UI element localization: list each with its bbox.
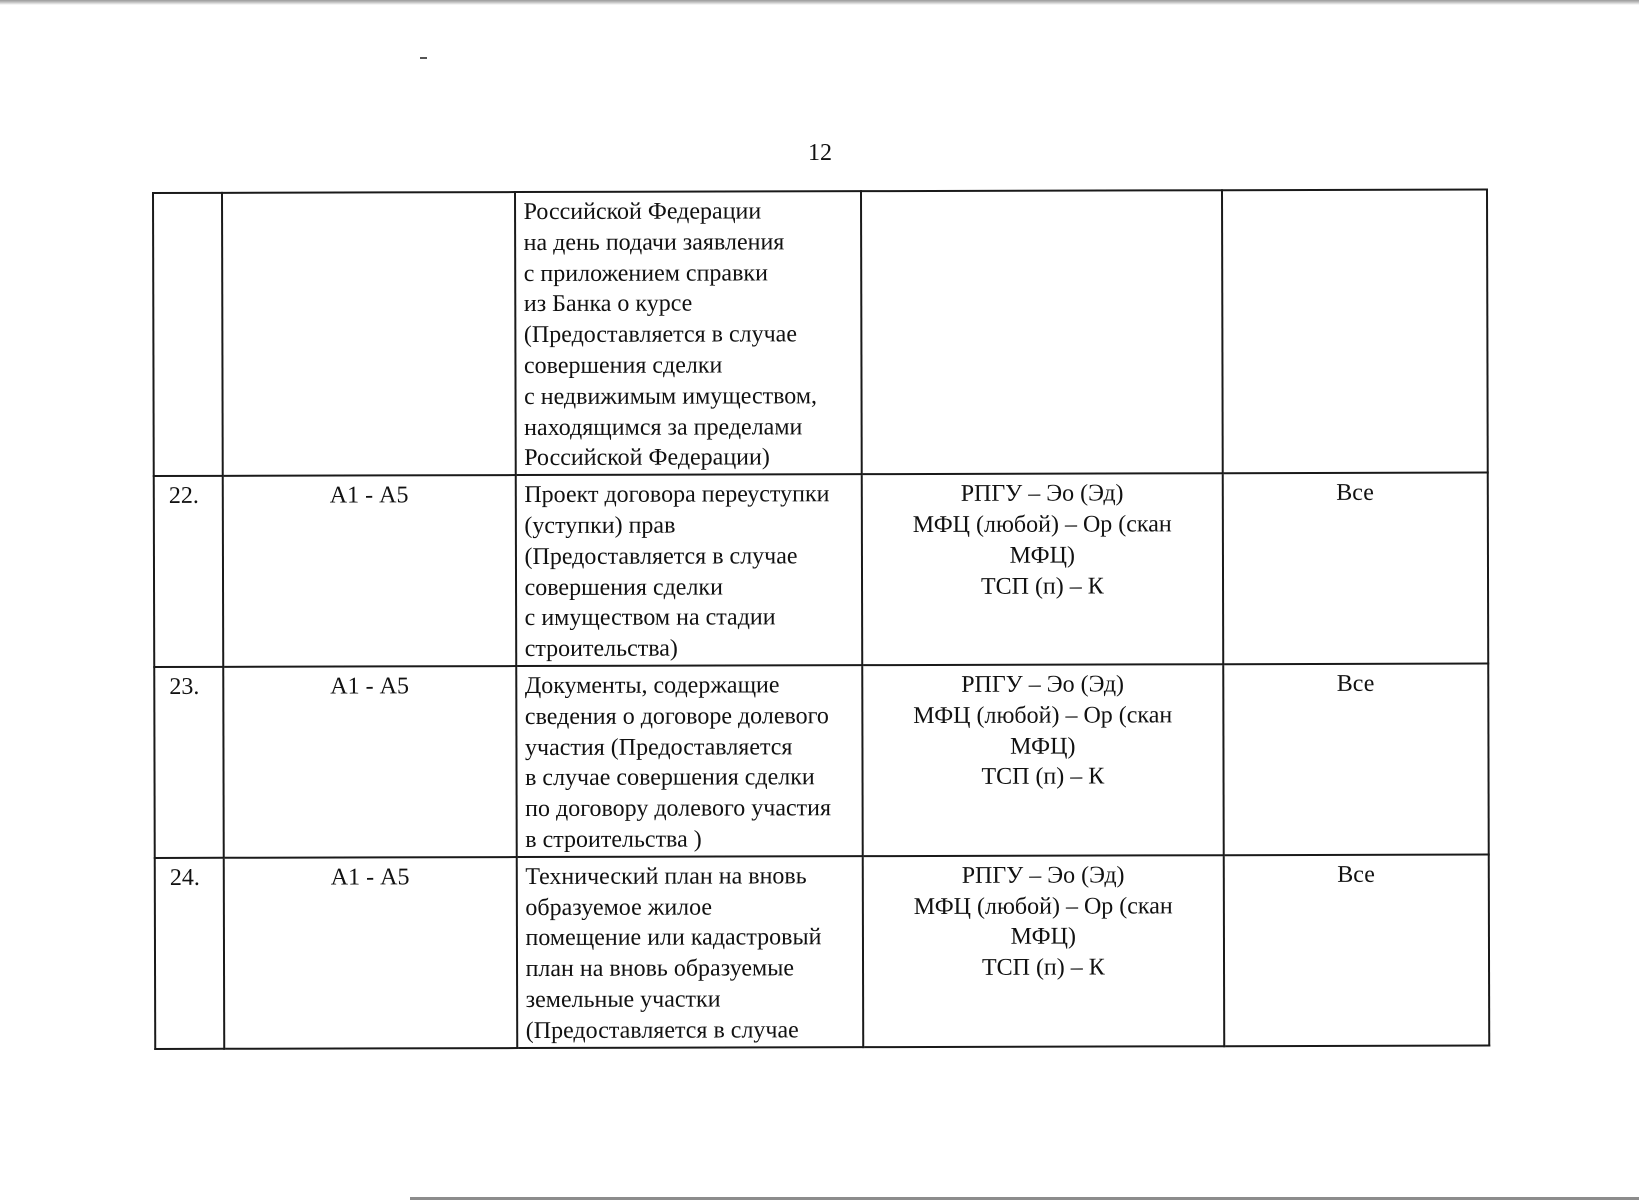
method-line: РПГУ – Эо (Эд) <box>961 671 1125 698</box>
scan-speck <box>420 57 427 59</box>
doc-line: Проект договора переуступки <box>524 481 830 509</box>
doc-line: Российской Федерации) <box>524 444 770 472</box>
doc-line: образуемое жилое <box>525 894 713 921</box>
applicants-cell: А1 - А5 <box>223 475 516 667</box>
table-row <box>154 473 1488 667</box>
doc-line: по договору долевого участия <box>525 795 832 823</box>
method-line: РПГУ – Эо (Эд) <box>960 480 1124 508</box>
method-line: ТСП (п) – К <box>981 763 1105 791</box>
applicants-cell <box>222 192 515 476</box>
method-line: МФЦ) <box>1010 733 1076 760</box>
doc-line: находящимся за пределами <box>524 413 803 441</box>
document-description-cell <box>515 191 862 475</box>
method-line: МФЦ) <box>1010 923 1076 951</box>
doc-line: помещение или кадастровый <box>525 924 822 952</box>
doc-line: (Предоставляется в случае <box>523 321 797 349</box>
row-number-cell <box>153 193 223 476</box>
method-line: МФЦ) <box>1009 542 1075 569</box>
doc-line: (Предоставляется в случае <box>524 543 798 570</box>
doc-line: в строительства ) <box>525 826 702 853</box>
method-line: РПГУ – Эо (Эд) <box>961 862 1125 889</box>
scope-cell <box>1222 190 1488 474</box>
submission-method-cell <box>861 190 1222 474</box>
doc-line: земельные участки <box>525 986 721 1013</box>
scope-cell: Все <box>1223 663 1489 854</box>
row-number-cell: 22. <box>154 476 224 667</box>
table-row <box>154 663 1488 857</box>
row-number-cell: 23. <box>154 667 224 858</box>
doc-line: (уступки) прав <box>524 512 676 539</box>
method-line: ТСП (п) – К <box>981 954 1105 981</box>
doc-line: Документы, содержащие <box>524 672 780 699</box>
doc-line: совершения сделки <box>523 352 723 380</box>
doc-line: с имуществом на стадии <box>524 604 776 632</box>
doc-line: с недвижимым имуществом, <box>524 383 818 410</box>
applicants-cell: А1 - А5 <box>223 666 516 858</box>
doc-line: план на вновь образуемые <box>525 955 795 983</box>
doc-line: строительства) <box>524 635 678 663</box>
doc-line: в случае совершения сделки <box>525 764 815 792</box>
page-number: 12 <box>808 140 832 166</box>
scan-edge-top <box>0 0 1639 5</box>
doc-line: на день подачи заявления <box>523 229 785 256</box>
doc-line: из Банка о курсе <box>523 290 693 318</box>
row-number-cell: 24. <box>155 858 225 1049</box>
documents-table <box>152 189 1490 1050</box>
document-description-cell <box>516 665 863 857</box>
applicants-cell: А1 - А5 <box>224 857 517 1049</box>
method-line: МФЦ (любой) – Ор (скан <box>912 511 1172 538</box>
method-line: МФЦ (любой) – Ор (скан <box>913 702 1173 729</box>
method-line: ТСП (п) – К <box>980 573 1104 600</box>
scope-cell: Все <box>1222 473 1488 664</box>
submission-method-cell <box>863 855 1224 1047</box>
submission-method-cell <box>862 664 1223 856</box>
doc-line: (Предоставляется в случае <box>525 1017 799 1044</box>
doc-line: с приложением справки <box>523 259 768 287</box>
doc-line: сведения о договоре долевого <box>524 702 829 730</box>
document-description-cell <box>516 856 863 1048</box>
table-row <box>155 854 1489 1048</box>
scope-cell: Все <box>1223 854 1489 1045</box>
doc-line: Российской Федерации <box>523 198 762 226</box>
method-line: МФЦ (любой) – Ор (скан <box>913 892 1173 920</box>
doc-line: Технический план на вновь <box>525 863 807 890</box>
submission-method-cell <box>862 473 1223 665</box>
document-description-cell <box>515 474 862 666</box>
table-row-continuation <box>153 190 1488 477</box>
doc-line: совершения сделки <box>524 574 723 601</box>
doc-line: участия (Предоставляется <box>524 733 793 761</box>
